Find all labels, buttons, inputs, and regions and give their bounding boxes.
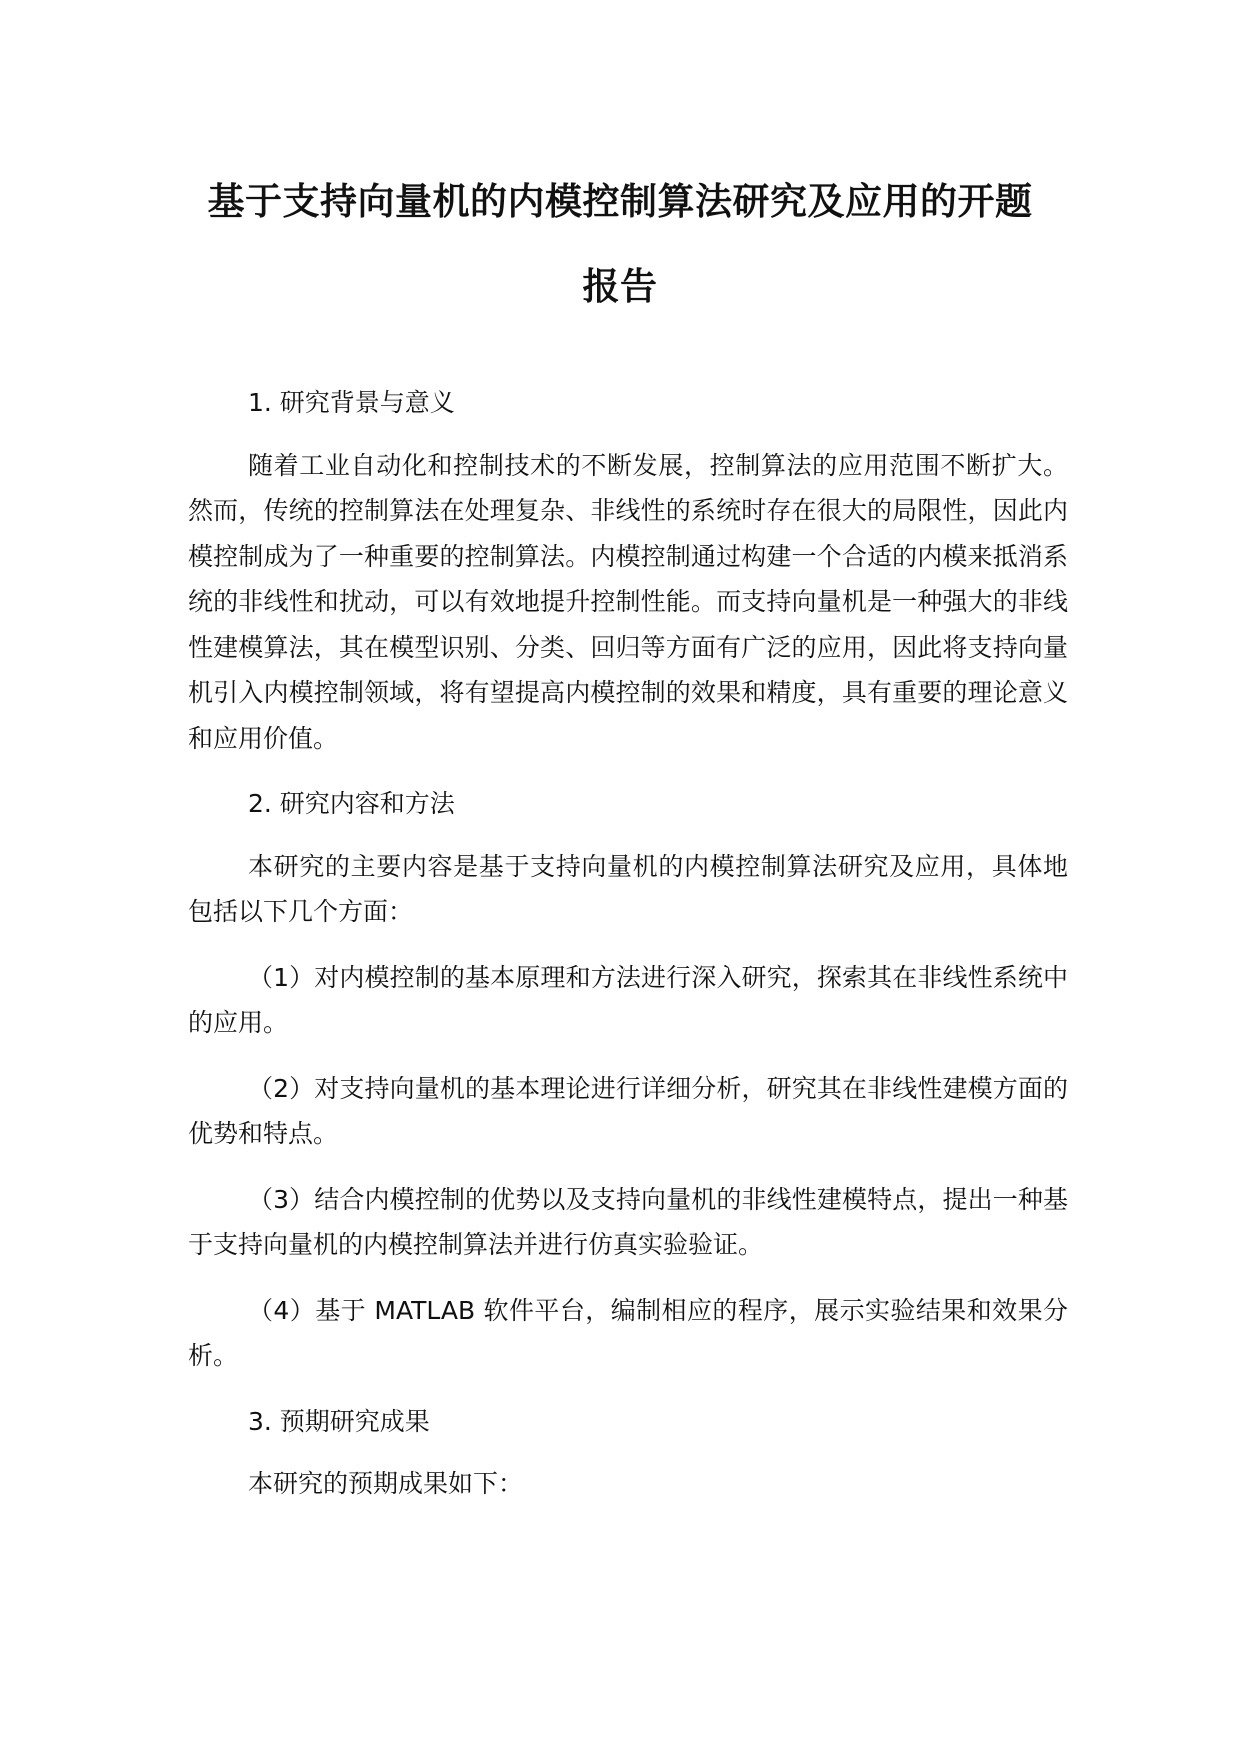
section-2-item-2: （2）对支持向量机的基本理论进行详细分析，研究其在非线性建模方面的优势和特点。 <box>188 1073 1068 1148</box>
section-2-item-1: （1）对内模控制的基本原理和方法进行深入研究，探索其在非线性系统中的应用。 <box>188 962 1068 1037</box>
document-title-line-2: 报告 <box>582 265 658 308</box>
section-2-item-3: （3）结合内模控制的优势以及支持向量机的非线性建模特点，提出一种基于支持向量机的内模控制算法并进行仿真实验验证。 <box>188 1184 1068 1259</box>
section-2-item-4: （4）基于 MATLAB 软件平台，编制相应的程序，展示实验结果和效果分析。 <box>188 1295 1068 1370</box>
section-3-heading: 3. 预期研究成果 <box>248 1406 430 1436</box>
section-1-paragraph: 随着工业自动化和控制技术的不断发展，控制算法的应用范围不断扩大。然而，传统的控制算法在处理复杂、非线性的系统时存在很大的局限性，因此内模控制成为了一种重要的控制算法。内模控制通过构建一个合适的内模来抵消系统的非线性和扰动，可以有效地提升控制性能。而支持向量机是一种强大的非线性建模算法，其在模型识别、分类、回归等方面有广泛的应用，因此将支持向量机引入内模控制领域，将有望提高内模控制的效果和精度，具有重要的理论意义和应用价值。 <box>188 450 1068 753</box>
section-3-paragraph: 本研究的预期成果如下： <box>248 1469 524 1498</box>
section-1-heading: 1. 研究背景与意义 <box>248 388 455 417</box>
section-2-heading: 2. 研究内容和方法 <box>248 789 455 818</box>
document-title-line-1: 基于支持向量机的内模控制算法研究及应用的开题 <box>207 180 1033 223</box>
document-body <box>188 380 1068 1507</box>
section-2-paragraph: 本研究的主要内容是基于支持向量机的内模控制算法研究及应用，具体地包括以下几个方面： <box>188 851 1068 926</box>
